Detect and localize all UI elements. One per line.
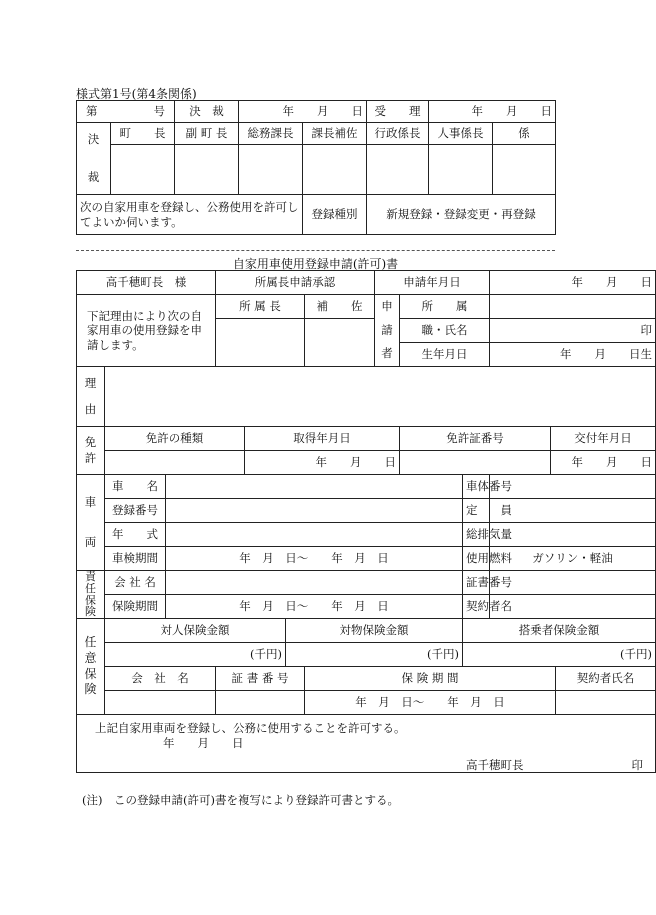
approval-table [76,100,556,235]
passenger-coverage-header: 搭乗者保険金額 [463,619,656,643]
applicant-char-1: 申 [381,299,393,314]
liability-period[interactable]: 年 月 日～ 年 月 日 [166,595,463,619]
application-date[interactable]: 年 月 日 [490,271,656,295]
optional-company-label: 会 社 名 [105,667,216,691]
liability-contractor-field[interactable] [490,595,656,619]
liability-certificate-field[interactable] [490,571,656,595]
addressee: 高千穂町長 様 [77,271,216,295]
receipt-label: 受 理 [367,101,429,123]
optional-period-label: 保 険 期 間 [305,667,556,691]
stamp-deputy-mayor[interactable] [175,145,239,195]
department-label: 所 属 [400,295,490,319]
capacity-field[interactable] [490,499,656,523]
role-deputy-mayor: 副 町 長 [175,123,239,145]
license-acquired-header: 取得年月日 [245,427,400,451]
stamp-deputy-chief[interactable] [303,145,367,195]
optional-contractor-label: 契約者氏名 [556,667,656,691]
name-label: 職・氏名 [400,319,490,343]
model-year-label: 年 式 [105,523,166,547]
stamp-administration-head[interactable] [367,145,429,195]
assistant-label: 補 佐 [305,295,375,319]
decision-date[interactable]: 年 月 日 [239,101,367,123]
number-label: 第 [86,104,98,119]
side-label-bottom: 裁 [87,169,100,184]
application-request-text: 下記理由により次の自家用車の使用登録を申請します。 [77,295,216,367]
permission-date[interactable]: 年 月 日 [163,736,244,751]
stamp-staff[interactable] [493,145,556,195]
receipt-date[interactable]: 年 月 日 [429,101,556,123]
decision-side-label [77,123,111,195]
reason-label [77,367,105,427]
inspection-period-label: 車検期間 [105,547,166,571]
fuel-options[interactable]: ガソリン・軽油 [490,547,656,571]
name-seal[interactable]: 印 [490,319,656,343]
role-mayor: 町 長 [111,123,175,145]
vehicle-char-2: 両 [84,534,97,549]
license-issued-date[interactable]: 年 月 日 [551,451,656,475]
form-title: 自家用車使用登録申請(許可)書 [232,257,399,271]
liability-company-field[interactable] [166,571,463,595]
liability-certificate-label: 証書番号 [463,571,490,595]
reason-char-2: 由 [84,401,97,416]
request-text: 次の自家用車を登録し、公務使用を許可してよいか伺います。 [77,195,303,235]
liability-company-label: 会 社 名 [105,571,166,595]
application-table [76,270,656,773]
property-coverage-amount[interactable]: (千円) [286,643,463,667]
reason-char-1: 理 [84,375,97,390]
license-type-field[interactable] [105,451,245,475]
document-number-cell[interactable] [77,101,175,123]
form-number: 様式第1号(第4条関係) [76,87,197,101]
displacement-field[interactable] [490,523,656,547]
optional-insurance-label: 任意保険 [77,619,105,715]
chief-approval-label: 所属長申請承認 [216,271,375,295]
fuel-label: 使用燃料 [463,547,490,571]
optional-period[interactable]: 年 月 日～ 年 月 日 [305,691,556,715]
body-number-label: 車体番号 [463,475,490,499]
inspection-period[interactable]: 年 月 日～ 年 月 日 [166,547,463,571]
role-general-affairs-chief: 総務課長 [239,123,303,145]
registration-number-field[interactable] [166,499,463,523]
liability-contractor-label: 契約者名 [463,595,490,619]
license-number-header: 免許証番号 [400,427,551,451]
personal-coverage-header: 対人保険金額 [105,619,286,643]
permission-text: 上記自家用車両を登録し、公務に使用することを許可する。 [95,721,406,735]
mayor-seal[interactable]: 印 [631,757,644,772]
liability-insurance-label: 責任保険 [77,571,105,619]
reason-field[interactable] [105,367,656,427]
stamp-mayor[interactable] [111,145,175,195]
property-coverage-header: 対物保険金額 [286,619,463,643]
birth-date[interactable]: 年 月 日生 [490,343,656,367]
license-type-header: 免許の種類 [105,427,245,451]
model-year-field[interactable] [166,523,463,547]
role-personnel-head: 人事係長 [429,123,493,145]
registration-number-label: 登録番号 [105,499,166,523]
license-issued-header: 交付年月日 [551,427,656,451]
applicant-char-3: 者 [381,346,393,361]
application-date-label: 申請年月日 [375,271,490,295]
personal-coverage-amount[interactable]: (千円) [105,643,286,667]
vehicle-name-label: 車 名 [105,475,166,499]
license-char-1: 免 [84,434,97,449]
liability-period-label: 保険期間 [105,595,166,619]
footnote: (注) この登録申請(許可)書を複写により登録許可書とする。 [82,793,399,807]
license-label [77,427,105,475]
optional-company-field[interactable] [105,691,216,715]
optional-contractor-field[interactable] [556,691,656,715]
license-char-2: 許 [84,450,97,465]
displacement-label: 総排気量 [463,523,490,547]
optional-certificate-label: 証 書 番 号 [216,667,305,691]
stamp-personnel-head[interactable] [429,145,493,195]
chief-label: 所 属 長 [216,295,305,319]
license-acquired-date[interactable]: 年 月 日 [245,451,400,475]
registration-type-label: 登録種別 [303,195,367,235]
applicant-char-2: 請 [381,322,393,337]
side-label-top: 決 [87,131,100,146]
cut-line [76,250,555,251]
passenger-coverage-amount[interactable]: (千円) [463,643,656,667]
role-deputy-chief: 課長補佐 [303,123,367,145]
birth-label: 生年月日 [400,343,490,367]
body-number-field[interactable] [490,475,656,499]
chief-stamp[interactable] [216,319,305,367]
permission-block [77,715,656,773]
registration-type-options[interactable]: 新規登録・登録変更・再登録 [367,195,556,235]
decision-label: 決 裁 [175,101,239,123]
vehicle-name-field[interactable] [166,475,463,499]
department-value[interactable] [490,295,656,319]
role-administration-head: 行政係長 [367,123,429,145]
vehicle-char-1: 車 [84,494,97,509]
optional-certificate-field[interactable] [216,691,305,715]
stamp-general-affairs-chief[interactable] [239,145,303,195]
role-staff: 係 [493,123,556,145]
license-number-field[interactable] [400,451,551,475]
number-suffix: 号 [153,104,165,119]
capacity-label: 定 員 [463,499,490,523]
vehicle-label [77,475,105,571]
applicant-label [375,295,400,367]
mayor-label: 高千穂町長 [466,757,524,772]
assistant-stamp[interactable] [305,319,375,367]
